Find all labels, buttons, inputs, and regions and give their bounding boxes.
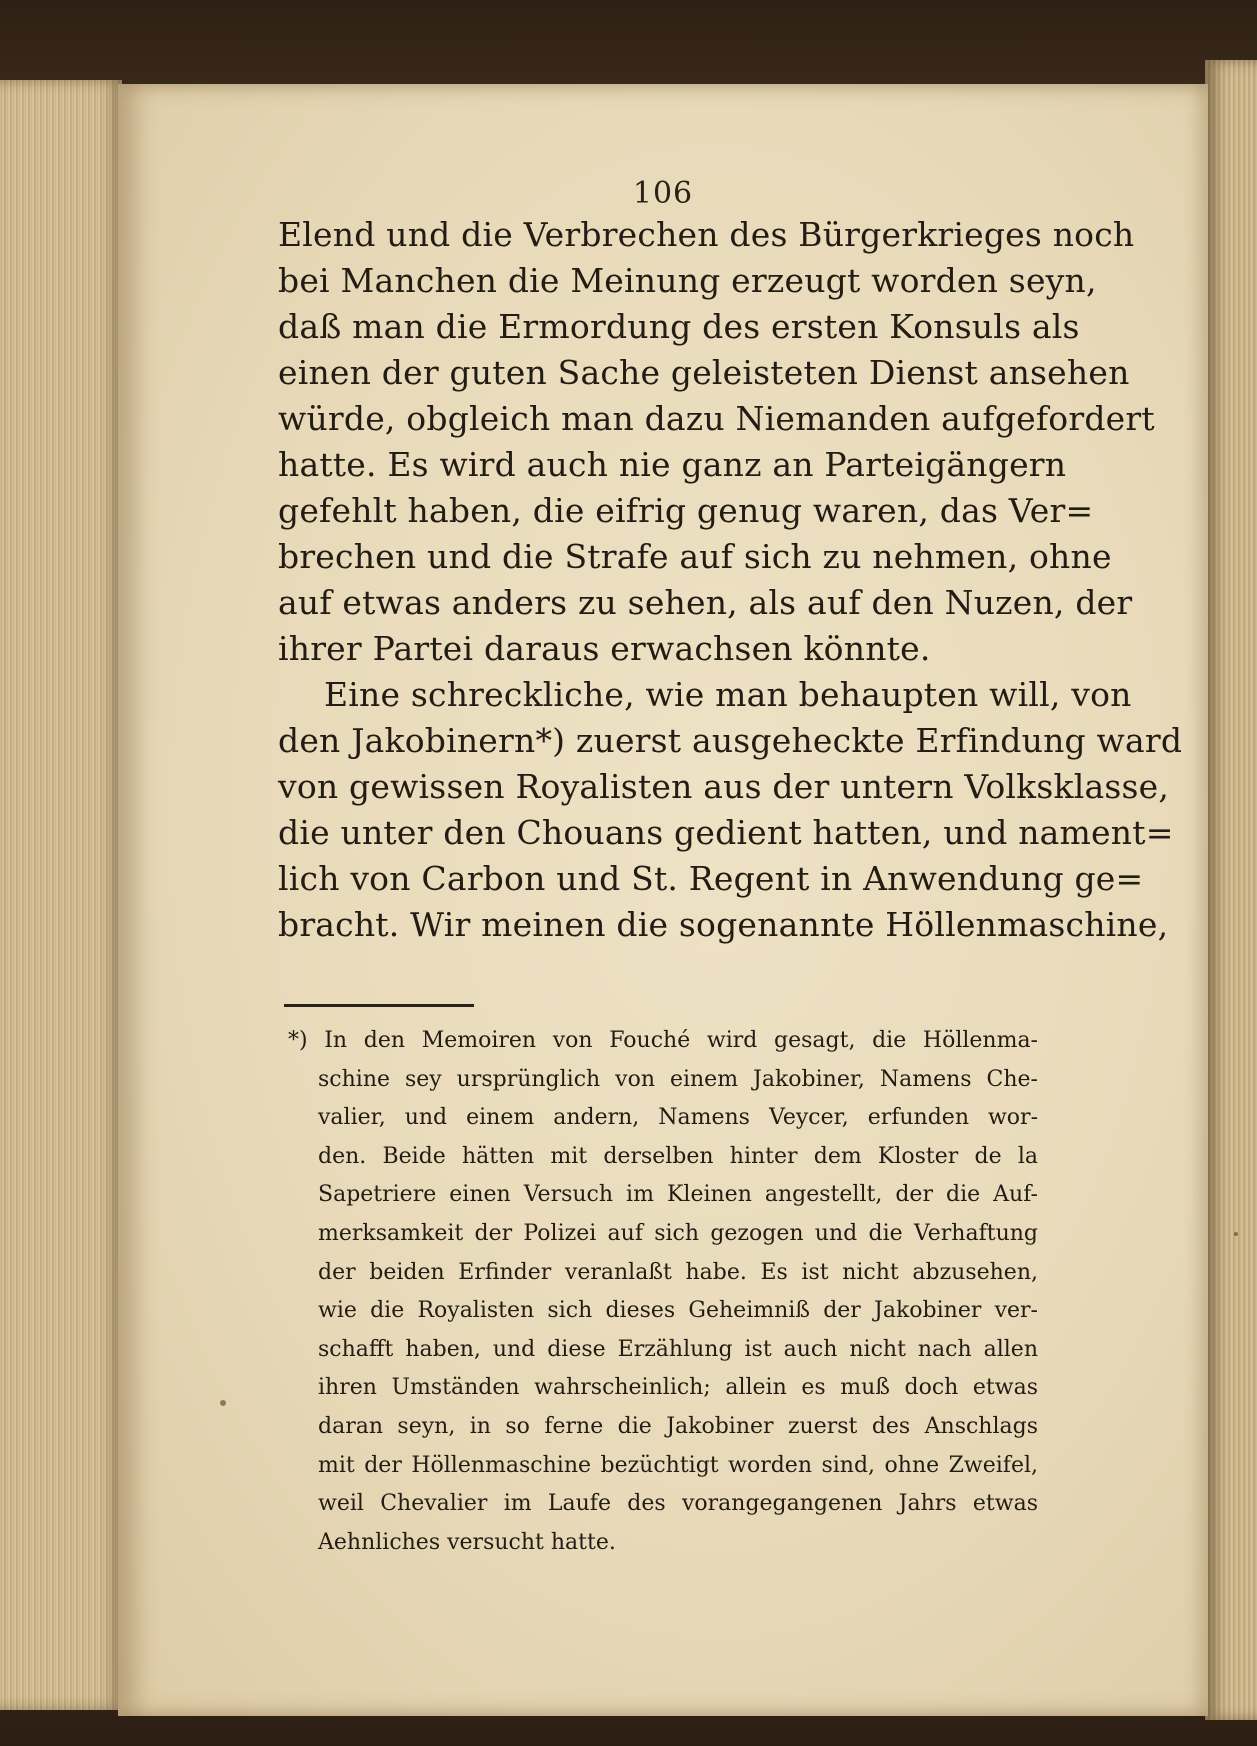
footnote-line: wie die Royalisten sich dieses Geheimniß der Jakobiner ver- (318, 1298, 1038, 1324)
text-line: einen der guten Sache geleisteten Dienst ansehen (278, 353, 1130, 392)
text-line: Eine schreckliche, wie man behaupten will, von (324, 675, 1132, 714)
footnote-divider (284, 1004, 474, 1007)
paper-speck (220, 1400, 226, 1406)
text-line: bei Manchen die Meinung erzeugt worden seyn, (278, 261, 1097, 300)
footnote-line: Sapetriere einen Versuch im Kleinen angestellt, der die Auf- (318, 1182, 1038, 1208)
footnote-line: Aehnliches versucht hatte. (318, 1529, 616, 1555)
footnote-line: schine sey ursprünglich von einem Jakobiner, Namens Che- (318, 1066, 1038, 1092)
text-line: Elend und die Verbrechen des Bürgerkrieges noch (278, 215, 1135, 254)
main-text-block (278, 212, 1183, 948)
text-line: gefehlt haben, die eifrig genug waren, das Ver= (278, 491, 1094, 530)
paper-speck (1234, 1232, 1238, 1236)
text-line: von gewissen Royalisten aus der untern Volksklasse, (278, 767, 1170, 806)
footnote-line: ihren Umständen wahrscheinlich; allein es muß doch etwas (318, 1375, 1038, 1401)
text-line: lich von Carbon und St. Regent in Anwendung ge= (278, 859, 1144, 898)
text-line: brechen und die Strafe auf sich zu nehmen, ohne (278, 537, 1112, 576)
footnote-line: mit der Höllenmaschine bezüchtigt worden sind, ohne Zweifel, (318, 1452, 1038, 1478)
text-line: daß man die Ermordung des ersten Konsuls als (278, 307, 1080, 346)
footnote-line: weil Chevalier im Laufe des vorangegangenen Jahrs etwas (318, 1491, 1038, 1517)
text-line: hatte. Es wird auch nie ganz an Parteigängern (278, 445, 1067, 484)
page-number: 106 (632, 176, 694, 211)
left-page-edges (0, 80, 122, 1710)
text-line: auf etwas anders zu sehen, als auf den Nuzen, der (278, 583, 1133, 622)
footnote-line: merksamkeit der Polizei auf sich gezogen und die Verhaftung (318, 1220, 1038, 1246)
book-page (118, 84, 1208, 1716)
footnote-line: den. Beide hätten mit derselben hinter dem Kloster de la (318, 1143, 1038, 1169)
footnote-line: schafft haben, und diese Erzählung ist auch nicht nach allen (318, 1336, 1038, 1362)
footnote-block (288, 1022, 1038, 1562)
right-page-edges (1205, 60, 1257, 1720)
text-line: bracht. Wir meinen die sogenannte Höllenmaschine, (278, 905, 1169, 944)
footnote-line: *) In den Memoiren von Fouché wird gesagt, die Höllenma- (288, 1028, 1038, 1053)
footnote-line: der beiden Erfinder veranlaßt habe. Es ist nicht abzusehen, (318, 1259, 1038, 1285)
footnote-line: daran seyn, in so ferne die Jakobiner zuerst des Anschlags (318, 1413, 1038, 1439)
text-line: die unter den Chouans gedient hatten, und nament= (278, 813, 1174, 852)
text-line: ihrer Partei daraus erwachsen könnte. (278, 629, 931, 668)
footnote-line: valier, und einem andern, Namens Veycer, erfunden wor- (318, 1105, 1038, 1131)
text-line: würde, obgleich man dazu Niemanden aufgefordert (278, 399, 1155, 438)
text-line: den Jakobinern*) zuerst ausgeheckte Erfindung ward (278, 721, 1183, 760)
